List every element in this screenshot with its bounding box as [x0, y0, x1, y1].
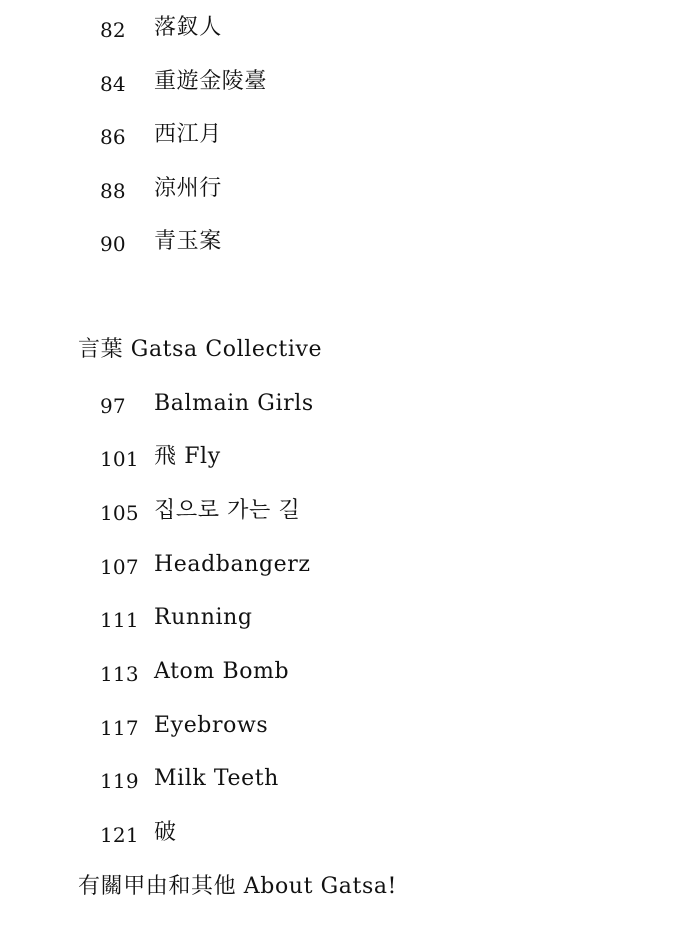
page-number: 119	[100, 769, 139, 793]
entry-title: Milk Teeth	[154, 766, 279, 791]
page-number: 117	[100, 716, 139, 740]
page-number: 105	[100, 501, 139, 525]
page-number: 111	[100, 608, 139, 632]
page-number: 86	[100, 125, 126, 149]
entry-title: 西江月	[154, 122, 222, 147]
entry-title: Running	[154, 605, 253, 630]
entry-title: 青玉案	[154, 229, 222, 254]
page-number: 121	[100, 823, 139, 847]
entry-title: 涼州行	[154, 176, 222, 201]
page-number: 107	[100, 555, 139, 579]
page-number: 82	[100, 18, 126, 42]
page-number: 90	[100, 232, 126, 256]
entry-title: Eyebrows	[154, 713, 269, 738]
entry-title: Atom Bomb	[154, 659, 290, 684]
page-number: 113	[100, 662, 139, 686]
entry-title: Balmain Girls	[154, 391, 314, 416]
page-number: 97	[100, 394, 126, 418]
entry-title: 重遊金陵臺	[154, 69, 268, 94]
page-number: 88	[100, 179, 126, 203]
section-heading: 言葉 Gatsa Collective	[78, 337, 323, 362]
section-heading: 有關甲由和其他 About Gatsa!	[78, 874, 397, 899]
entry-title: 飛 Fly	[154, 444, 221, 469]
entry-title: 집으로 가는 길	[154, 498, 301, 523]
entry-title: 落釵人	[154, 15, 222, 40]
page-number: 84	[100, 72, 126, 96]
entry-title: Headbangerz	[154, 552, 311, 577]
entry-title: 破	[154, 820, 177, 845]
page-number: 101	[100, 447, 139, 471]
